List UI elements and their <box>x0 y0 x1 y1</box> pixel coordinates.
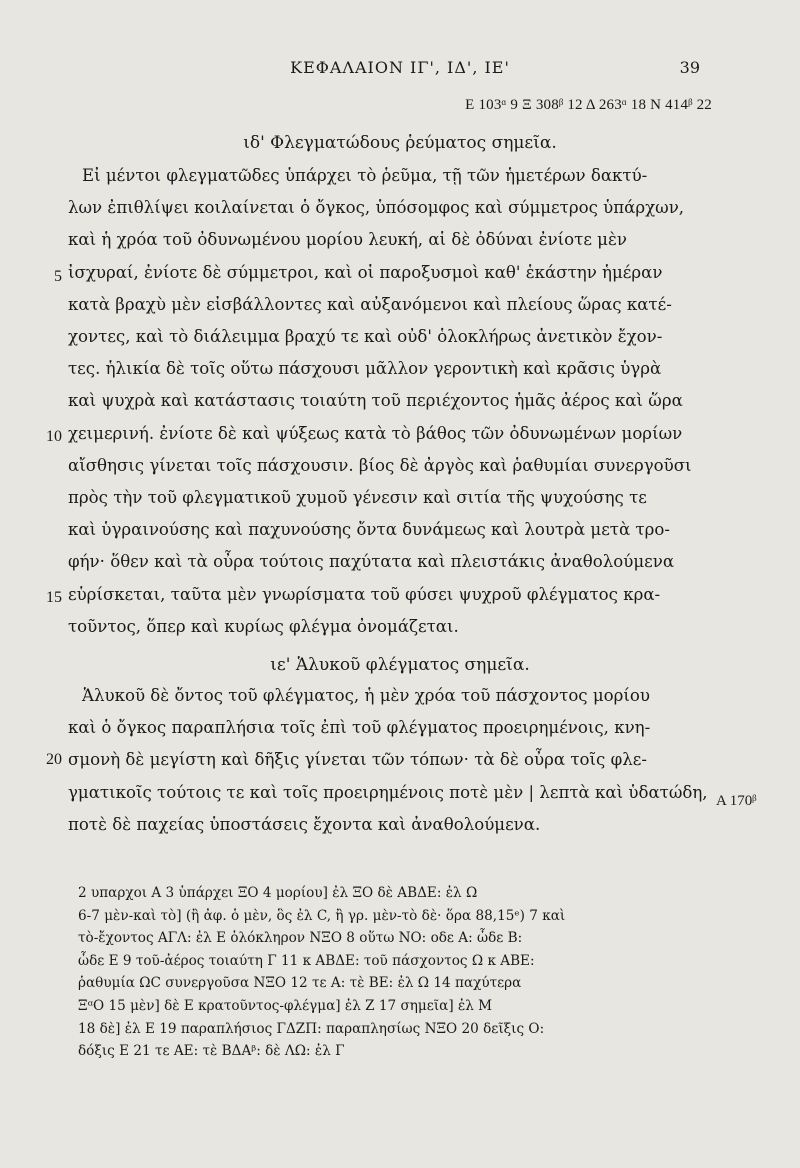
text-line <box>68 810 712 842</box>
text-line <box>68 161 712 193</box>
line-number-10: 10 <box>46 428 62 445</box>
apparatus-line: 2 υπαρχοι Α 3 ὑπάρχει ΞΟ 4 μορίου] ἐλ ΞΟ δὲ ΑΒΔΕ: ἐλ Ω <box>78 885 478 901</box>
line-text: καὶ ὁ ὄγκος παραπλήσια τοῖς ἐπὶ τοῦ φλέγματος προειρημένοις, κνη- <box>68 718 651 738</box>
line-text: κατὰ βραχὺ μὲν εἰσβάλλοντες καὶ αὐξανόμενοι καὶ πλείους ὥρας κατέ- <box>68 294 672 314</box>
line-number-15: 15 <box>46 589 62 606</box>
running-head <box>0 58 800 80</box>
line-text: σμονὴ δὲ μεγίστη καὶ δῆξις γίνεται τῶν τόπων· τὰ δὲ οὖρα τοῖς φλε- <box>68 750 647 770</box>
text-line <box>68 778 712 810</box>
line-text: Εἰ μέντοι φλεγματῶδες ὑπάρχει τὸ ῥεῦμα, τῇ τῶν ἡμετέρων δακτύ- <box>82 166 648 185</box>
manuscript-sigla: Ε 103ᵅ 9 Ξ 308ᵝ 12 Δ 263ᵅ 18 Ν 414ᵝ 22 <box>465 97 712 113</box>
section-14-heading: ιδ' Φλεγματώδους ῥεύματος σημεῖα. <box>243 133 557 153</box>
apparatus-line: τὸ-ἔχοντος ΑΓΛ: ἐλ Ε ὁλόκληρον ΝΞΟ 8 οὕτω ΝΟ: οδε Α: ὧδε Β: <box>78 930 523 947</box>
line-text: καὶ ὑγραινούσης καὶ παχυνούσης ὄντα δυνάμεως καὶ λουτρὰ μετὰ τρο- <box>68 520 670 540</box>
line-text: λων ἐπιθλίψει κοιλαίνεται ὁ ὄγκος, ὑπόσομφος καὶ σύμμετρος ὑπάρχων, <box>68 198 685 218</box>
line-text: καὶ ψυχρὰ καὶ κατάστασις τοιαύτη τοῦ περιέχοντος ἡμᾶς ἀέρος καὶ ὥρα <box>68 391 683 411</box>
text-line <box>68 258 712 290</box>
text-line <box>68 612 712 644</box>
text-line <box>68 515 712 547</box>
line-text: αἴσθησις γίνεται τοῖς πάσχουσιν. βίος δὲ ἀργὸς καὶ ῥαθυμίαι συνεργοῦσι <box>68 455 692 475</box>
apparatus-line: 18 δὲ] ἐλ Ε 19 παραπλήσιος ΓΔΖΠ: παραπλησίως ΝΞΟ 20 δεῖξις Ο: <box>78 1020 545 1037</box>
line-text: καὶ ἡ χρόα τοῦ ὀδυνωμένου μορίου λευκή, αἱ δὲ ὀδύναι ἐνίοτε μὲν <box>68 230 627 250</box>
line-text: εὑρίσκεται, ταῦτα μὲν γνωρίσματα τοῦ φύσει ψυχροῦ φλέγματος κρα- <box>68 584 661 604</box>
apparatus-line: ὧδε Ε 9 τοῦ-ἀέρος τοιαύτη Γ 11 κ ΑΒΔΕ: τοῦ πάσχοντος Ω κ ΑΒΕ: <box>78 952 535 969</box>
text-line <box>68 745 712 777</box>
apparatus-line: ΞᵅΟ 15 μὲν] δὲ Ε κρατοῦντος-φλέγμα] ἐλ Ζ 17 σημεῖα] ἐλ Μ <box>78 997 493 1014</box>
text-line <box>68 681 712 713</box>
line-text: χοντες, καὶ τὸ διάλειμμα βραχύ τε καὶ οὐδ' ὁλοκλήρως ἀνετικὸν ἔχον- <box>68 327 663 346</box>
line-text: ποτὲ δὲ παχείας ὑποστάσεις ἔχοντα καὶ ἀναθολούμενα. <box>68 814 541 834</box>
apparatus-line: δόξις Ε 21 τε ΑΕ: τὲ ΒΔΑᵝ: δὲ ΛΩ: ἐλ Γ <box>78 1043 345 1060</box>
text-line <box>68 225 712 257</box>
line-number-5: 5 <box>54 268 62 285</box>
critical-apparatus <box>78 882 712 1063</box>
text-line <box>68 451 712 483</box>
text-line <box>68 547 712 579</box>
text-line <box>68 580 712 612</box>
line-text: πρὸς τὴν τοῦ φλεγματικοῦ χυμοῦ γένεσιν καὶ σιτία τῆς ψυχούσης τε <box>68 488 647 507</box>
apparatus-line: ῥαθυμία ΩC συνεργοῦσα ΝΞΟ 12 τε Α: τὲ ΒΕ: ἐλ Ω 14 παχύτερα <box>78 975 522 992</box>
text-line <box>68 713 712 745</box>
line-number-20: 20 <box>46 751 62 768</box>
text-line <box>68 193 712 225</box>
line-text: φήν· ὅθεν καὶ τὰ οὖρα τούτοις παχύτατα καὶ πλειστάκις ἀναθολούμενα <box>68 552 675 572</box>
apparatus-line: 6-7 μὲν-καὶ τὸ] (ἢ ἀφ. ὁ μὲν, ὃς ἐλ C, ἢ γρ. μὲν-τὸ δὲ· ὅρα 88,15ᵉ) 7 καὶ <box>78 907 566 924</box>
page-number: 39 <box>679 58 700 77</box>
line-text: γματικοῖς τούτοις τε καὶ τοῖς προειρημένοις ποτὲ μὲν | λεπτὰ καὶ ὑδατώδη, <box>68 782 708 802</box>
folio-margin-note: Α 170ᵝ <box>716 793 757 809</box>
chapter-title: ΚΕΦΑΛΑΙΟΝ ΙΓ', ΙΔ', ΙΕ' <box>290 58 510 77</box>
line-text: χειμερινή. ἐνίοτε δὲ καὶ ψύξεως κατὰ τὸ βάθος τῶν ὀδυνωμένων μορίων <box>68 423 683 443</box>
line-text: ἰσχυραί, ἐνίοτε δὲ σύμμετροι, καὶ οἱ παροξυσμοὶ καθ' ἑκάστην ἡμέραν <box>68 262 663 282</box>
text-line <box>68 386 712 418</box>
text-line <box>68 290 712 322</box>
line-text: Ἁλυκοῦ δὲ ὄντος τοῦ φλέγματος, ἡ μὲν χρόα τοῦ πάσχοντος μορίου <box>82 686 650 705</box>
text-line <box>68 354 712 386</box>
line-text: τοῦντος, ὅπερ καὶ κυρίως φλέγμα ὀνομάζεται. <box>68 616 459 636</box>
text-line <box>68 322 712 354</box>
text-line <box>68 483 712 515</box>
section-15-heading: ιε' Ἁλυκοῦ φλέγματος σημεῖα. <box>270 655 530 675</box>
line-text: τες. ἡλικία δὲ τοῖς οὕτω πάσχουσι μᾶλλον γεροντικὴ καὶ κρᾶσις ὑγρὰ <box>68 359 662 379</box>
text-line <box>68 419 712 451</box>
